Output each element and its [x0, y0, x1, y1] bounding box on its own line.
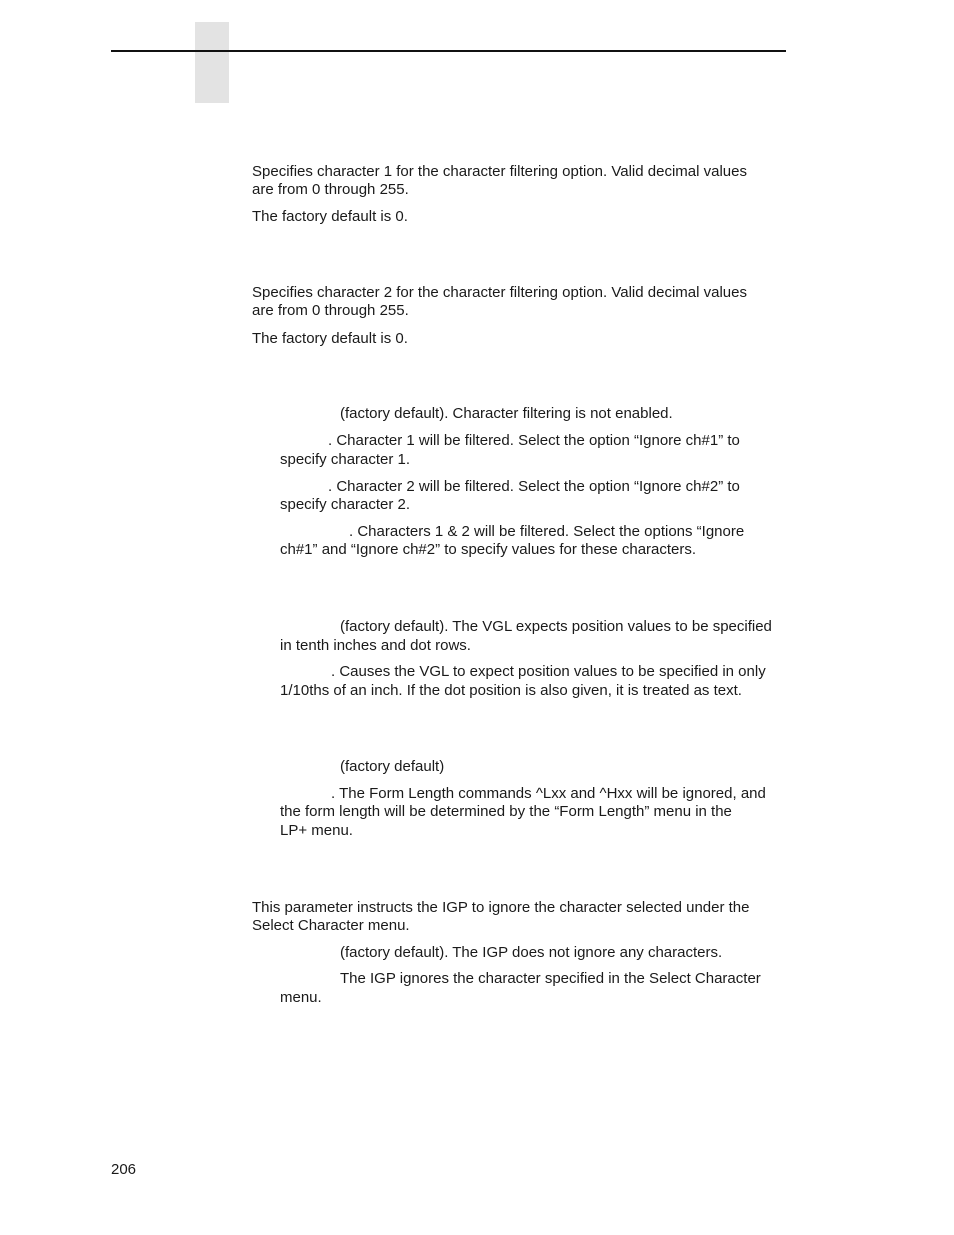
- ignore-ch1-default: The factory default is 0.: [252, 208, 408, 225]
- filter-option-ch1-line-1: . Character 1 will be filtered. Select the option “Ignore ch#1” to: [328, 432, 740, 449]
- header-rule: [111, 50, 786, 52]
- position-option-default-line-2: in tenth inches and dot rows.: [280, 637, 471, 654]
- form-length-option-alt-line-1: . The Form Length commands ^Lxx and ^Hxx will be ignored, and: [331, 785, 766, 802]
- filter-option-disable: (factory default). Character filtering is not enabled.: [340, 405, 673, 422]
- ignore-ch2-description-line-1: Specifies character 2 for the character filtering option. Valid decimal values: [252, 284, 747, 301]
- ignore-character-option-disable: (factory default). The IGP does not ignore any characters.: [340, 944, 723, 961]
- page-number: 206: [111, 1161, 137, 1178]
- filter-option-ch1-line-2: specify character 1.: [280, 451, 411, 468]
- filter-option-both-line-1: . Characters 1 & 2 will be filtered. Select the options “Ignore: [349, 523, 745, 540]
- ignore-ch1-description-line-1: Specifies character 1 for the character filtering option. Valid decimal values: [252, 163, 747, 180]
- position-option-default-line-1: (factory default). The VGL expects position values to be specified: [340, 618, 772, 635]
- form-length-option-default: (factory default): [340, 758, 445, 775]
- form-length-option-alt-line-3: LP+ menu.: [280, 822, 353, 839]
- ignore-character-option-enable-line-2: menu.: [280, 989, 322, 1006]
- ignore-character-description-line-1: This parameter instructs the IGP to ignore the character selected under the: [252, 899, 750, 916]
- filter-option-ch2-line-2: specify character 2.: [280, 496, 411, 513]
- filter-option-both-line-2: ch#1” and “Ignore ch#2” to specify values for these characters.: [280, 541, 697, 558]
- ignore-ch2-default: The factory default is 0.: [252, 330, 408, 347]
- position-option-alt-line-1: . Causes the VGL to expect position values to be specified in only: [331, 663, 766, 680]
- chapter-tab: [195, 22, 229, 103]
- filter-option-ch2-line-1: . Character 2 will be filtered. Select the option “Ignore ch#2” to: [328, 478, 740, 495]
- position-option-alt-line-2: 1/10ths of an inch. If the dot position is also given, it is treated as text.: [280, 682, 742, 699]
- ignore-ch2-description-line-2: are from 0 through 255.: [252, 302, 409, 319]
- ignore-character-option-enable-line-1: The IGP ignores the character specified in the Select Character: [340, 970, 761, 987]
- form-length-option-alt-line-2: the form length will be determined by the “Form Length” menu in the: [280, 803, 732, 820]
- ignore-character-description-line-2: Select Character menu.: [252, 917, 410, 934]
- ignore-ch1-description-line-2: are from 0 through 255.: [252, 181, 409, 198]
